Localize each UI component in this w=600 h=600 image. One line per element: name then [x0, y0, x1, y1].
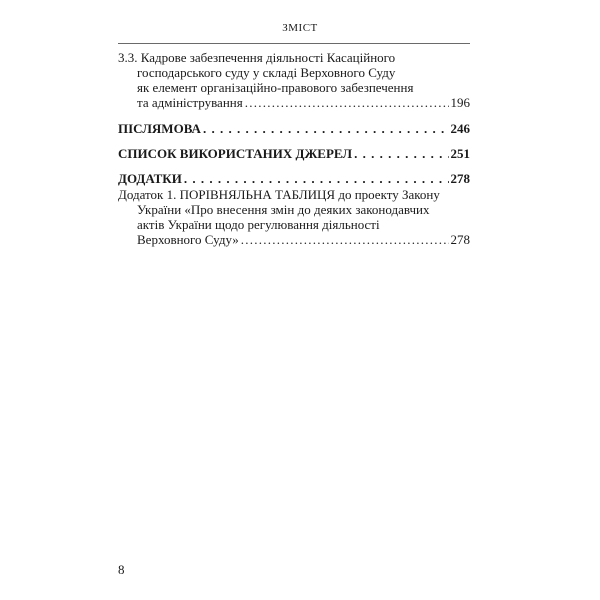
toc-entry-line: Додаток 1. ПОРІВНЯЛЬНА ТАБЛИЦЯ до проекту Закону — [118, 187, 440, 202]
toc-entry-leader-line — [118, 95, 470, 110]
running-head: ЗМІСТ — [282, 22, 318, 34]
toc-entry-line: України «Про внесення змін до деяких законодавчих — [137, 202, 430, 217]
toc-entry-title: ДОДАТКИ — [118, 171, 182, 186]
toc-entry-line: 3.3. Кадрове забезпечення діяльності Касаційного — [118, 50, 396, 65]
dot-leader — [184, 171, 449, 186]
page-number: 8 — [118, 562, 125, 577]
toc-page-number: 251 — [450, 146, 470, 161]
dot-leader — [241, 232, 449, 247]
toc-entry-line: та адміністрування — [137, 95, 243, 110]
toc-page-number: 278 — [450, 171, 470, 186]
toc-entry-3-3[interactable] — [118, 50, 470, 110]
toc-entry-references[interactable] — [118, 146, 470, 161]
header-rule — [118, 43, 470, 44]
toc-entry-line: Верховного Суду» — [137, 232, 239, 247]
toc-entry-appendices[interactable] — [118, 171, 470, 186]
dot-leader — [245, 95, 449, 110]
toc-page-number: 246 — [450, 121, 470, 136]
toc-entry-title: СПИСОК ВИКОРИСТАНИХ ДЖЕРЕЛ — [118, 146, 353, 161]
toc-entry-leader-line — [118, 232, 470, 247]
toc-entry-line: господарського суду у складі Верховного Суду — [137, 65, 396, 80]
toc-entry-title: ПІСЛЯМОВА — [118, 121, 201, 136]
dot-leader — [354, 146, 448, 161]
toc-entry-line: актів України щодо регулювання діяльності — [137, 217, 380, 232]
toc-page-number: 278 — [450, 232, 470, 247]
dot-leader — [203, 121, 449, 136]
toc-entry-line: як елемент організаційно-правового забезпечення — [137, 80, 414, 95]
toc-entry-afterword[interactable] — [118, 121, 470, 136]
toc-entry-appendix-1[interactable] — [118, 187, 470, 247]
toc-page-number: 196 — [450, 95, 470, 110]
